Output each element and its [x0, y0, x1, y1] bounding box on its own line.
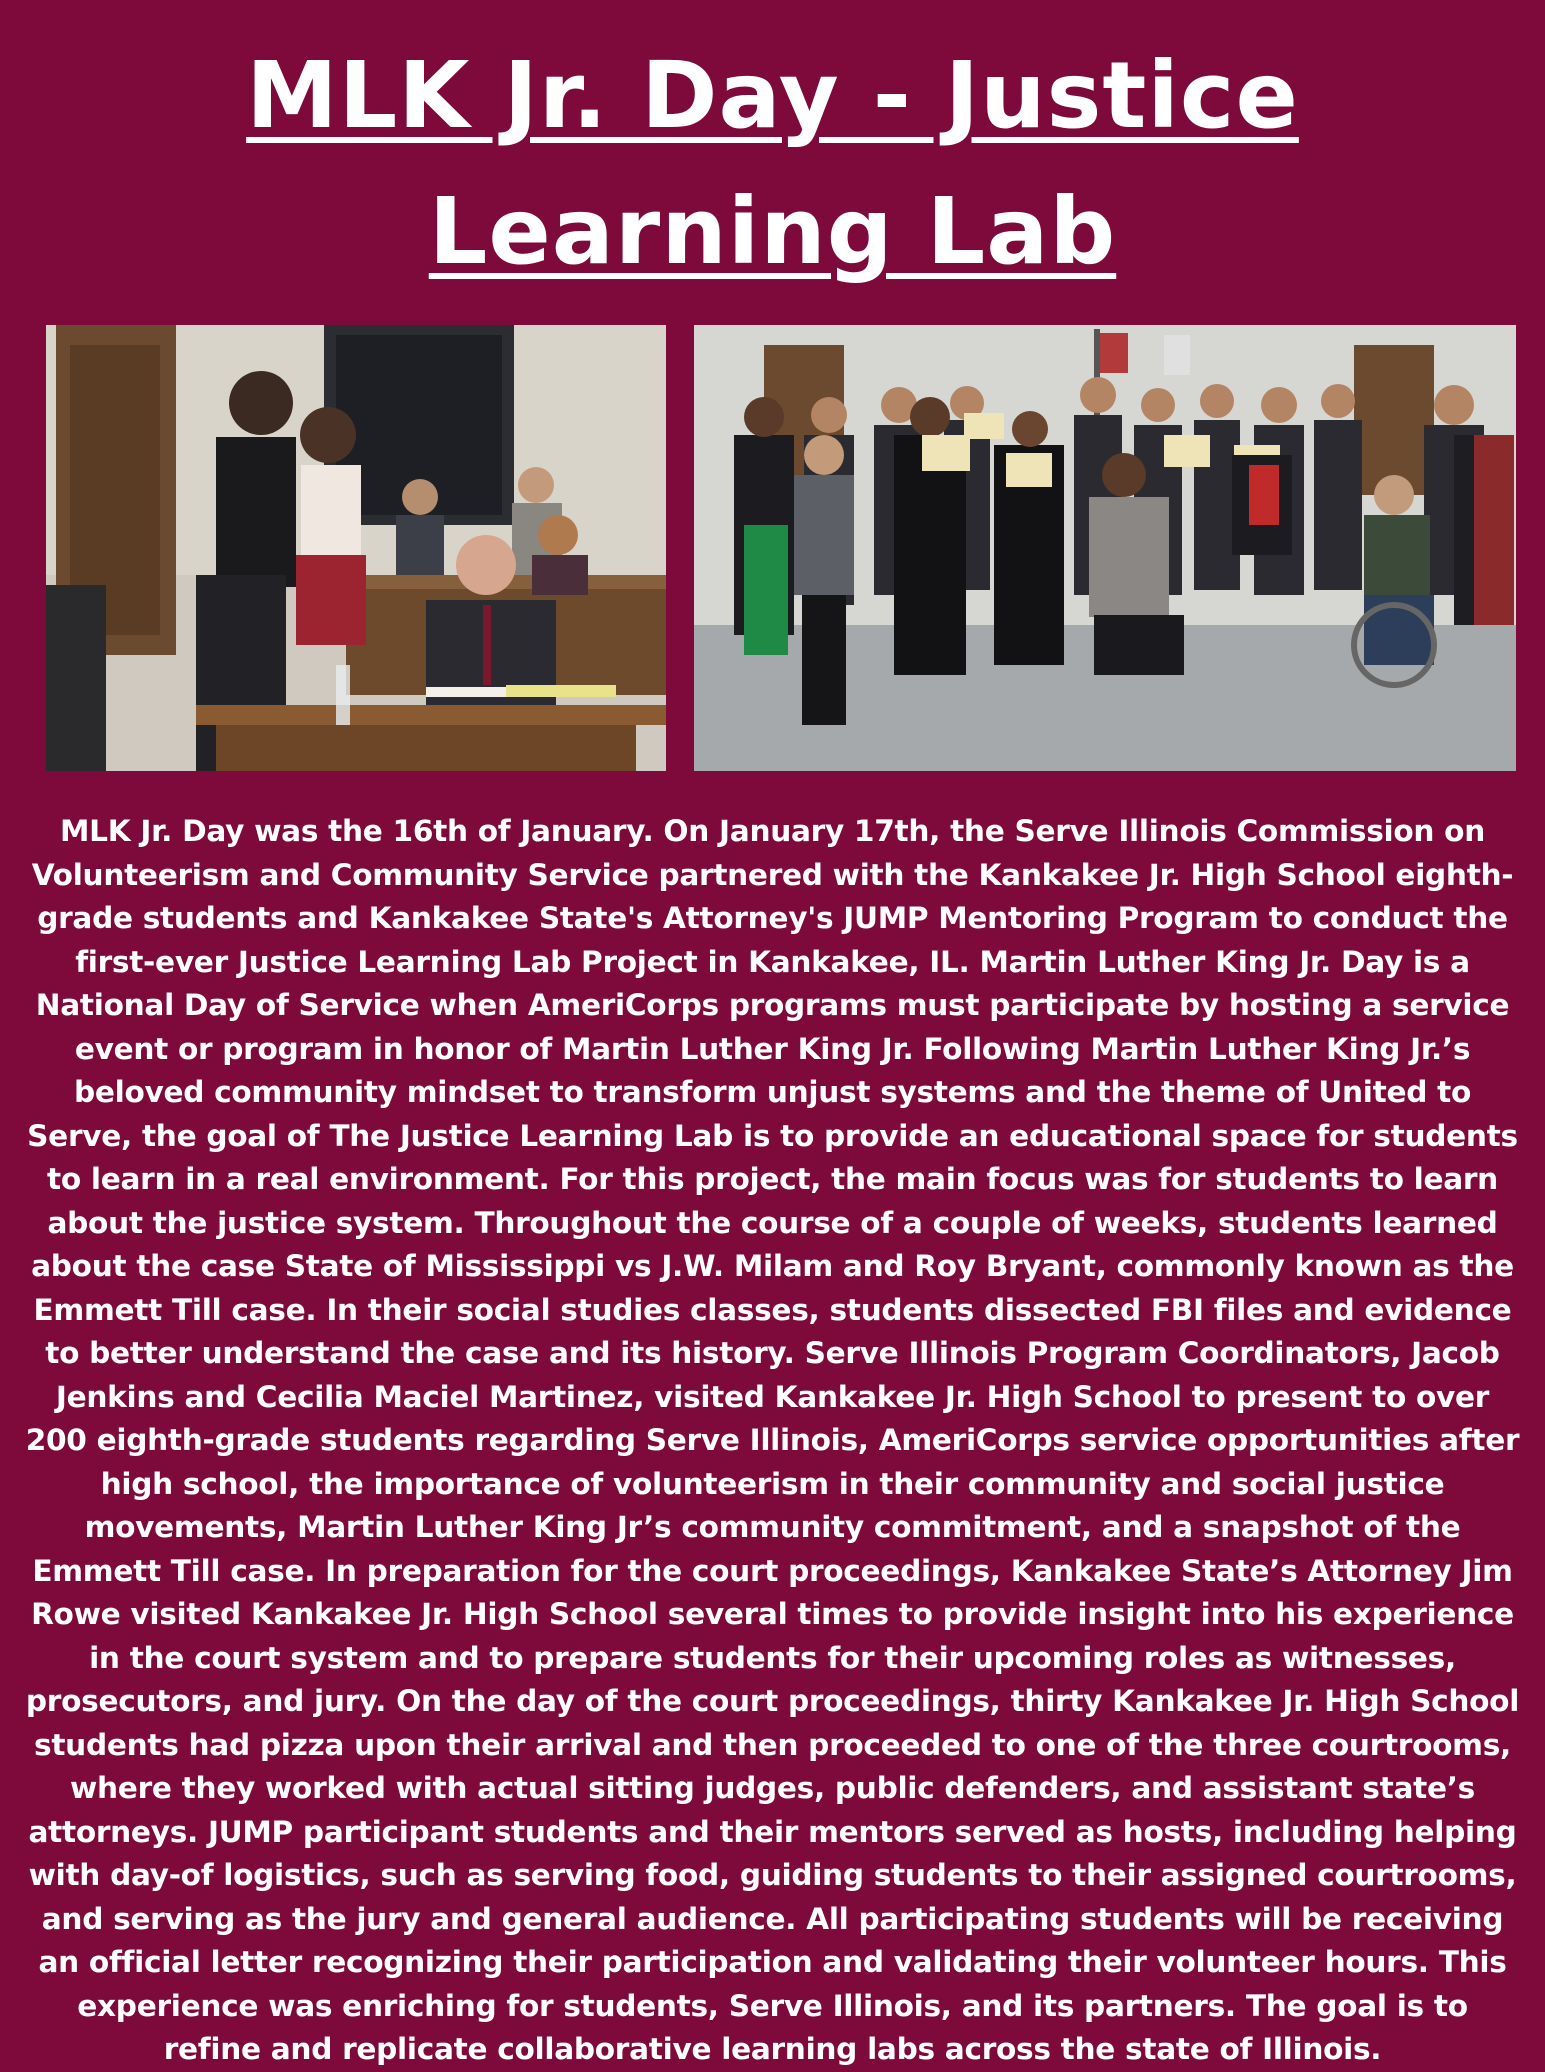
- group-certificates-illustration: [694, 325, 1516, 771]
- courtroom-students-photo: [46, 325, 666, 771]
- article-body: MLK Jr. Day was the 16th of January. On January 17th, the Serve Illinois Commission on Volunteerism and Community Service partnered with the Kankakee Jr. High School eighth-grade students and Kankakee State's Attorney's JUMP Mentoring Program to conduct the first-ever Justice Learning Lab Project in Kankakee, IL. Martin Luther King Jr. Day is a National Day of Service when AmeriCorps programs must participate by hosting a service event or program in honor of Martin Luther King Jr. Following Martin Luther King Jr.’s beloved community mindset to transform unjust systems and the theme of United to Serve, the goal of The Justice Learning Lab is to provide an educational space for students to learn in a real environment. For this project, the main focus was for students to learn about the justice system. Throughout the course of a couple of weeks, students learned about the case State of Mississippi vs J.W. Milam and Roy Bryant, commonly known as the Emmett Till case. In their social studies classes, students dissected FBI files and evidence to better understand the case and its history. Serve Illinois Program Coordinators, Jacob Jenkins and Cecilia Maciel Martinez, visited Kankakee Jr. High School to present to over 200 eighth-grade students regarding Serve Illinois, AmeriCorps service opportunities after high school, the importance of volunteerism in their community and social justice movements, Martin Luther King Jr’s community commitment, and a snapshot of the Emmett Till case. In preparation for the court proceedings, Kankakee State’s Attorney Jim Rowe visited Kankakee Jr. High School several times to provide insight into his experience in the court system and to prepare students for their upcoming roles as witnesses, prosecutors, and jury. On the day of the court proceedings, thirty Kankakee Jr. High School students had pizza upon their arrival and then proceeded to one of the three courtrooms, where they worked with actual sitting judges, public defenders, and assistant state’s attorneys. JUMP participant students and their mentors served as hosts, including helping with day-of logistics, such as serving food, guiding students to their assigned courtrooms, and serving as the jury and general audience. All participating students will be receiving an official letter recognizing their participation and validating their volunteer hours. This experience was enriching for students, Serve Illinois, and its partners. The goal is to refine and replicate collaborative learning labs across the state of Illinois.: [25, 814, 1520, 2066]
- courtroom-students-illustration: [46, 325, 666, 771]
- page-title: MLK Jr. Day - Justice Learning Lab: [246, 42, 1299, 285]
- group-certificates-photo: [694, 325, 1516, 771]
